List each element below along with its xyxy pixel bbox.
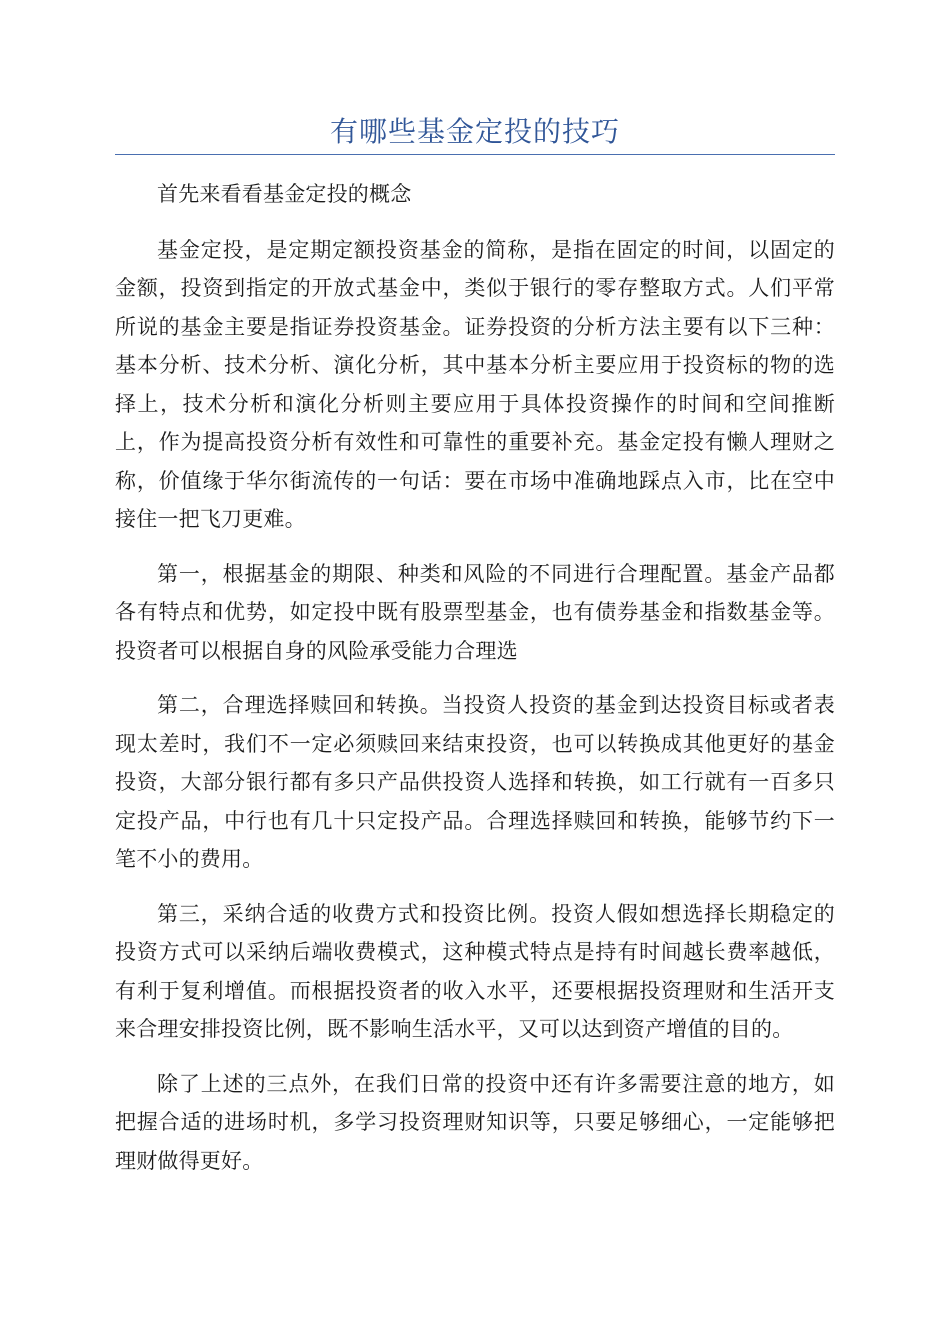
paragraph-tip-one: 第一，根据基金的期限、种类和风险的不同进行合理配置。基金产品都各有特点和优势，如定投中既有股票型基金，也有债券基金和指数基金等。投资者可以根据自身的风险承受能力合理选 <box>115 561 835 663</box>
document-title: 有哪些基金定投的技巧 <box>329 115 620 148</box>
document-page <box>115 112 835 1196</box>
paragraph-definition: 基金定投，是定期定额投资基金的简称，是指在固定的时间，以固定的金额，投资到指定的开放式基金中，类似于银行的零存整取方式。人们平常所说的基金主要是指证券投资基金。证券投资的分析方法主要有以下三种：基本分析、技术分析、演化分析，其中基本分析主要应用于投资标的物的选择上，技术分析和演化分析则主要应用于具体投资操作的时间和空间推断上，作为提高投资分析有效性和可靠性的重要补充。基金定投有懒人理财之称，价值缘于华尔街流传的一句话：要在市场中准确地踩点入市，比在空中接住一把飞刀更难。 <box>115 237 835 531</box>
paragraph-intro: 首先来看看基金定投的概念 <box>157 182 412 206</box>
paragraph-tip-three: 第三，采纳合适的收费方式和投资比例。投资人假如想选择长期稳定的投资方式可以采纳后端收费模式，这种模式特点是持有时间越长费率越低，有利于复利增值。而根据投资者的收入水平，还要根据投资理财和生活开支来合理安排投资比例，既不影响生活水平，又可以达到资产增值的目的。 <box>115 901 835 1041</box>
paragraph-conclusion: 除了上述的三点外，在我们日常的投资中还有许多需要注意的地方，如把握合适的进场时机，多学习投资理财知识等，只要足够细心，一定能够把理财做得更好。 <box>115 1071 835 1173</box>
paragraph-tip-two: 第二，合理选择赎回和转换。当投资人投资的基金到达投资目标或者表现太差时，我们不一定必须赎回来结束投资，也可以转换成其他更好的基金投资，大部分银行都有多只产品供投资人选择和转换，如工行就有一百多只定投产品，中行也有几十只定投产品。合理选择赎回和转换，能够节约下一笔不小的费用。 <box>115 693 835 871</box>
title-underline <box>115 154 835 155</box>
